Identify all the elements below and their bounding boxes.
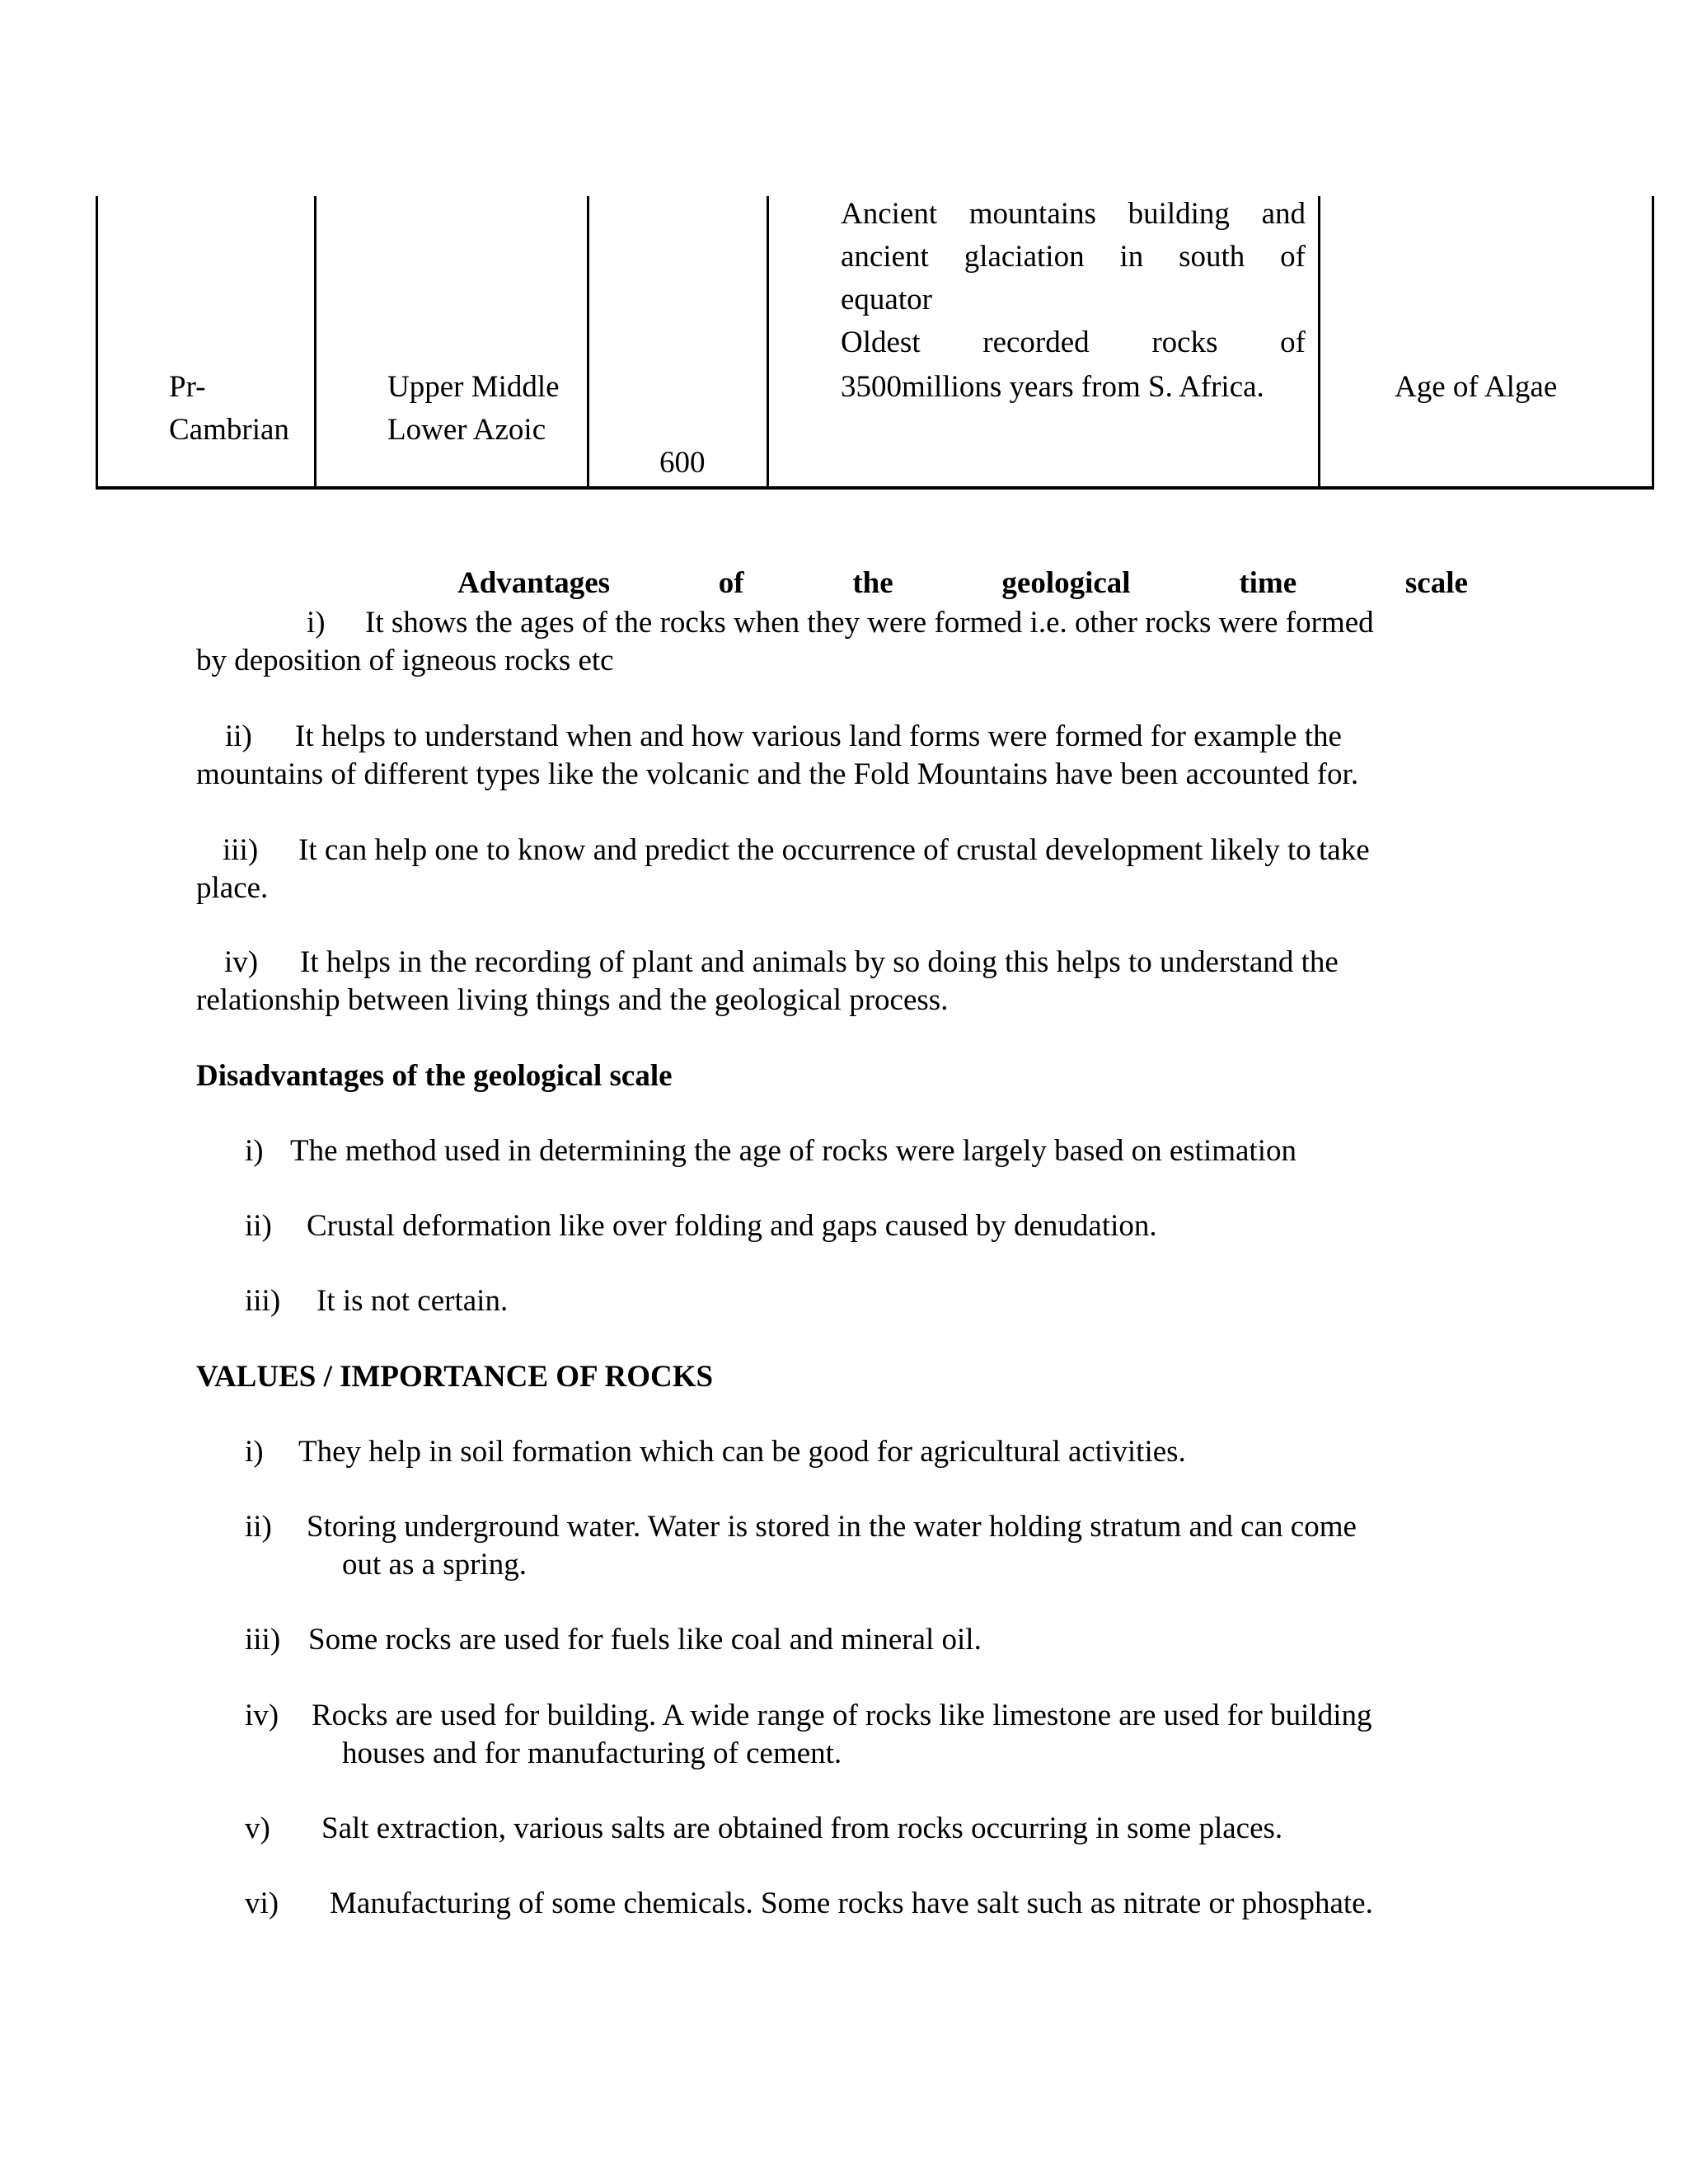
advantage-1-line2: by deposition of igneous rocks etc — [196, 644, 614, 677]
table-border-bottom — [96, 486, 1654, 490]
table-divider-2 — [587, 196, 589, 490]
value-6-number: vi) — [245, 1886, 279, 1920]
value-3-line1: Some rocks are used for fuels like coal and mineral oil. — [308, 1623, 982, 1657]
value-3-number: iii) — [245, 1623, 281, 1657]
disadvantage-1-text: The method used in determining the age of rocks were largely based on estimation — [290, 1134, 1296, 1168]
value-5-number: v) — [245, 1811, 270, 1845]
value-6-line1: Manufacturing of some chemicals. Some rocks have salt such as nitrate or phosphate. — [330, 1886, 1373, 1920]
advantage-4-number: iv) — [224, 945, 259, 979]
advantage-3-line1: It can help one to know and predict the occurrence of crustal development likely to take — [298, 833, 1370, 867]
years-cell: 600 — [659, 446, 706, 480]
advantage-2-line1: It helps to understand when and how various land forms were formed for example the — [295, 719, 1342, 753]
events-cell-line4: Oldest recorded rocks of — [841, 326, 1306, 359]
value-2-line1: Storing underground water. Water is stored in the water holding stratum and can come — [307, 1510, 1357, 1544]
advantage-2-line2: mountains of different types like the volcanic and the Fold Mountains have been accounted for. — [196, 757, 1359, 791]
value-4-number: iv) — [245, 1699, 279, 1732]
events-cell-line3: equator — [841, 283, 932, 316]
disadvantage-1-number: i) — [245, 1134, 264, 1168]
advantage-1-line1: It shows the ages of the rocks when they were formed i.e. other rocks were formed — [365, 606, 1374, 640]
events-cell-line2: ancient glaciation in south of — [841, 240, 1306, 274]
value-2-line2: out as a spring. — [342, 1548, 528, 1582]
events-cell-line5: 3500millions years from S. Africa. — [841, 370, 1264, 404]
period-cell-line1: Upper Middle — [387, 370, 560, 404]
table-divider-1 — [314, 196, 316, 490]
value-1-line1: They help in soil formation which can be good for agricultural activities. — [298, 1435, 1186, 1469]
value-5-line1: Salt extraction, various salts are obtained from rocks occurring in some places. — [321, 1811, 1283, 1845]
table-divider-3 — [767, 196, 769, 490]
table-divider-4 — [1318, 196, 1320, 490]
values-heading: VALUES / IMPORTANCE OF ROCKS — [196, 1360, 714, 1394]
era-cell-line2: Cambrian — [169, 413, 289, 447]
disadvantage-3-text: It is not certain. — [316, 1284, 509, 1318]
value-4-line2: houses and for manufacturing of cement. — [342, 1736, 842, 1770]
era-cell-line1: Pr- — [169, 370, 206, 404]
disadvantage-3-number: iii) — [245, 1284, 281, 1318]
advantages-heading: Advantages of the geological time scale — [457, 566, 1468, 600]
disadvantage-2-text: Crustal deformation like over folding and gaps caused by denudation. — [307, 1209, 1157, 1243]
advantage-4-line2: relationship between living things and the geological process. — [196, 983, 949, 1017]
value-4-line1: Rocks are used for building. A wide range of rocks like limestone are used for building — [312, 1699, 1372, 1732]
disadvantages-heading: Disadvantages of the geological scale — [196, 1059, 673, 1093]
period-cell-line2: Lower Azoic — [387, 413, 546, 447]
life-cell: Age of Algae — [1395, 370, 1558, 404]
disadvantage-2-number: ii) — [245, 1209, 272, 1243]
advantage-3-line2: place. — [196, 871, 269, 905]
advantage-1-number: i) — [307, 606, 326, 640]
table-border-right — [1652, 196, 1654, 490]
value-1-number: i) — [245, 1435, 264, 1469]
value-2-number: ii) — [245, 1510, 272, 1544]
advantage-2-number: ii) — [225, 719, 252, 753]
advantage-4-line1: It helps in the recording of plant and animals by so doing this helps to understand the — [300, 945, 1339, 979]
advantage-3-number: iii) — [223, 833, 259, 867]
events-cell-line1: Ancient mountains building and — [841, 197, 1306, 231]
table-border-left — [96, 196, 98, 490]
